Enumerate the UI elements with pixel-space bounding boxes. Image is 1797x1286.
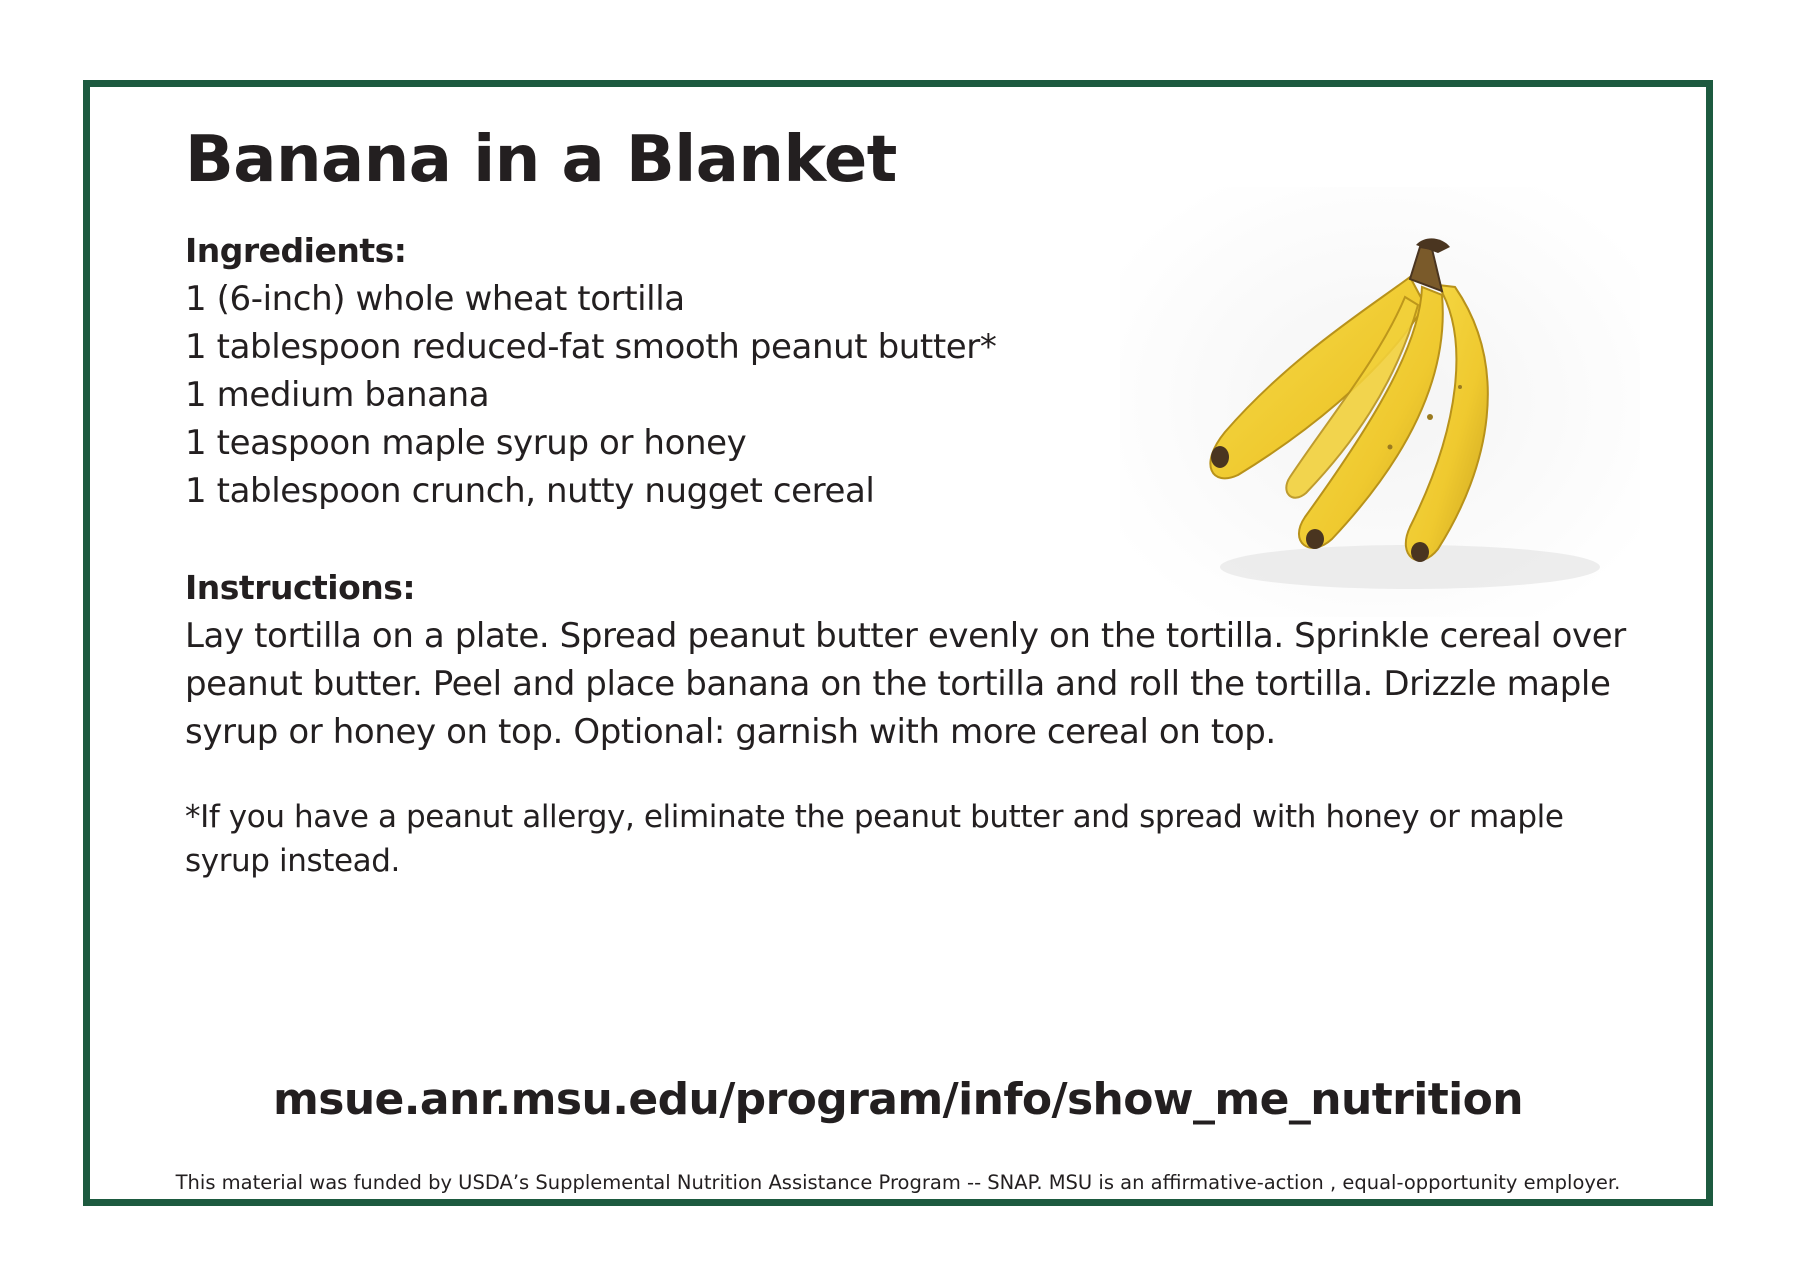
instructions-text: Lay tortilla on a plate. Spread peanut butter evenly on the tortilla. Sprinkle cereal over peanut butter. Peel and place banana on the tortilla and roll the tortilla. Drizzle maple syrup or honey on top. Optional: garnish with more cereal on top. <box>185 616 1626 752</box>
ingredient-item: 1 tablespoon crunch, nutty nugget cereal <box>185 471 875 511</box>
ingredient-item: 1 tablespoon reduced-fat smooth peanut butter* <box>185 327 997 367</box>
banana-bunch-photo <box>1120 187 1640 617</box>
instructions-section <box>185 564 1635 756</box>
ingredient-list <box>185 275 1085 515</box>
ingredient-item: 1 (6-inch) whole wheat tortilla <box>185 279 685 319</box>
funding-disclaimer: This material was funded by USDA’s Supplemental Nutrition Assistance Program -- SNAP. MSU is an affirmative-action , equal-opportunity employer. <box>175 1171 1621 1194</box>
allergy-note: *If you have a peanut allergy, eliminate the peanut butter and spread with honey or maple syrup instead. <box>185 799 1564 879</box>
ingredients-heading: Ingredients: <box>185 231 407 270</box>
recipe-card <box>83 80 1713 1206</box>
program-url: msue.anr.msu.edu/program/info/show_me_nutrition <box>273 1074 1523 1125</box>
ingredient-item: 1 medium banana <box>185 375 490 415</box>
ingredients-section <box>185 227 1085 515</box>
ingredient-item: 1 teaspoon maple syrup or honey <box>185 423 747 463</box>
instructions-heading: Instructions: <box>185 568 416 607</box>
recipe-title: Banana in a Blanket <box>185 123 897 197</box>
